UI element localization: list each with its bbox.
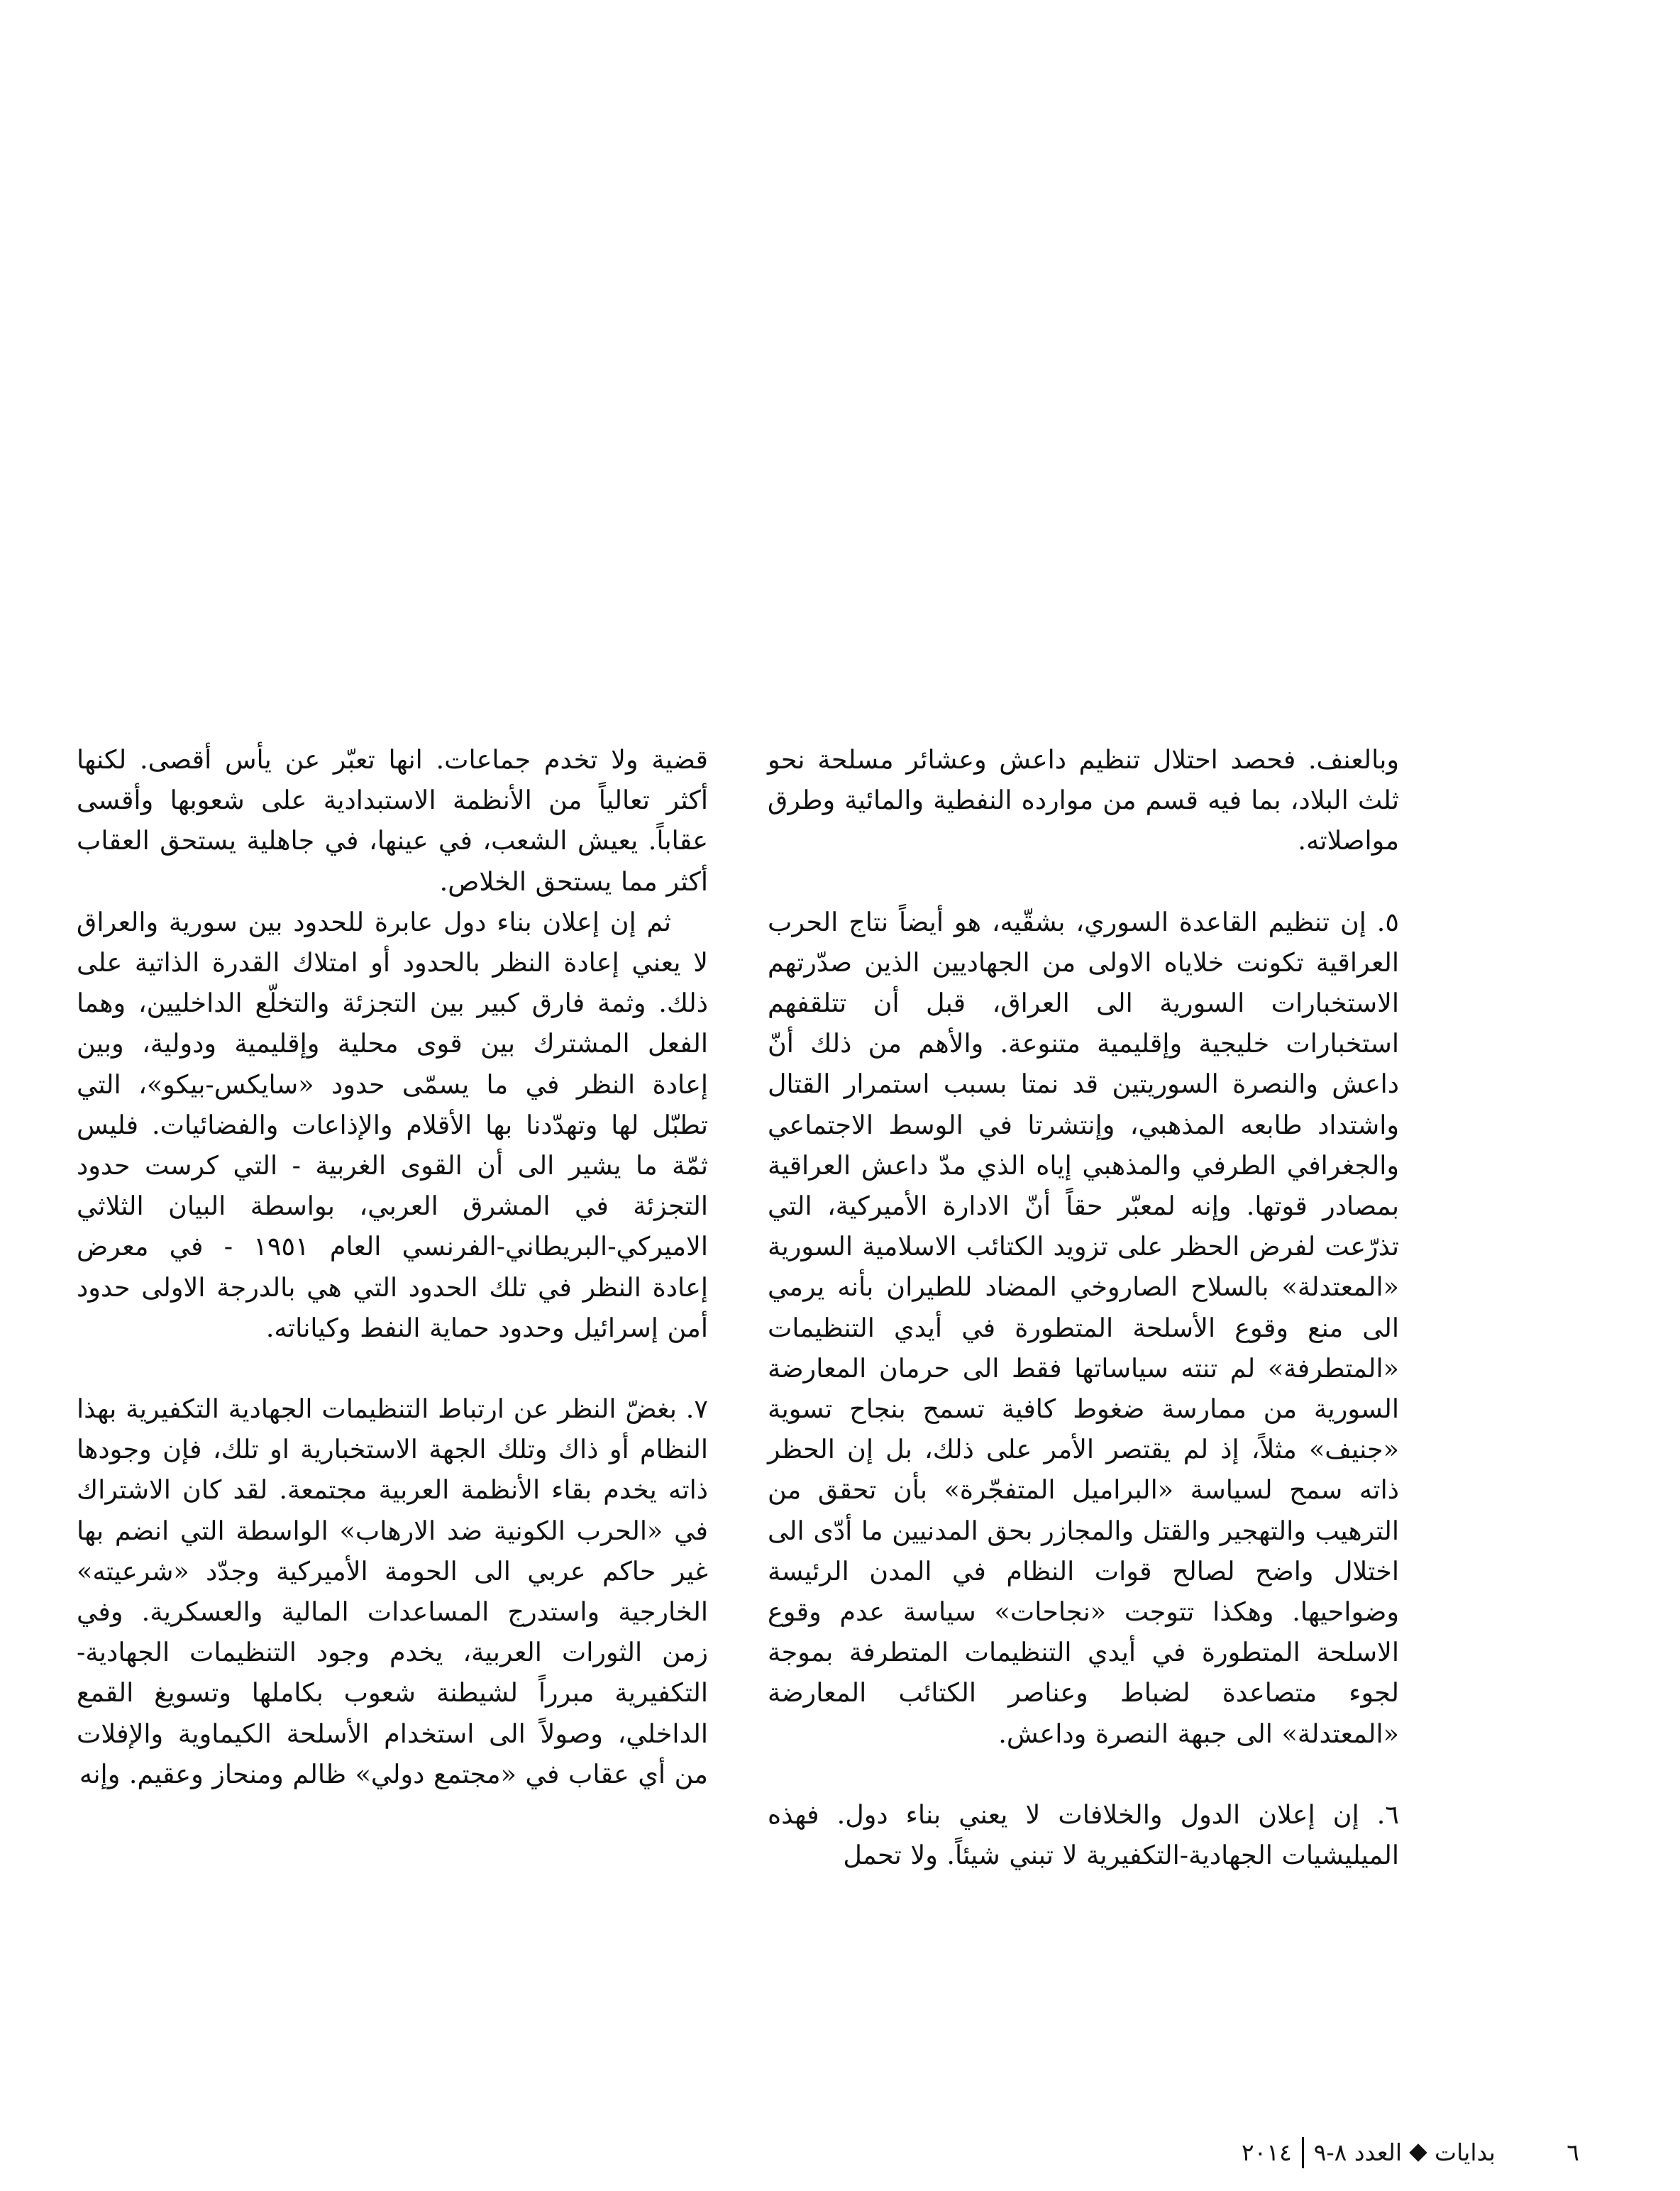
magazine-name: بدايات bbox=[1435, 2138, 1496, 2166]
page-number: ٦ bbox=[1566, 2138, 1579, 2166]
paragraph-borders: ثم إن إعلان بناء دول عابرة للحدود بين سورية والعراق لا يعني إعادة النظر بالحدود أو امتلاك القدرة الذاتية على ذلك. وثمة فارق كبير بين التجزئة والتخلّع الداخليين، وهما الفعل المشترك بين قوى محلية وإقليمية ودولية، وبين إعادة النظر في ما يسمّى حدود «سايكس-بيكو»، التي تطبّل لها وتهدّدنا بها الأقلام والإذاعات والفضائيات. فليس ثمّة ما يشير الى أن القوى الغربية - التي كرست حدود التجزئة في المشرق العربي، بواسطة البيان الثلاثي الاميركي-البريطاني-الفرنسي العام ١٩٥١ - في معرض إعادة النظر في تلك الحدود التي هي بالدرجة الاولى حدود أمن إسرائيل وحدود حماية النفط وكياناته. bbox=[77, 906, 708, 1343]
article-column-left bbox=[77, 739, 708, 1794]
diamond-icon bbox=[1409, 2143, 1427, 2161]
article-column-right bbox=[768, 739, 1399, 1875]
separator-bar bbox=[1302, 2137, 1304, 2168]
paragraph-point-6: ٦. إن إعلان الدول والخلافات لا يعني بناء دول. فهذه الميليشيات الجهادية-التكفيرية لا تبني شيئاً. ولا تحمل bbox=[768, 1799, 1399, 1871]
page-footer bbox=[1242, 2137, 1496, 2168]
paragraph-continuation-left: قضية ولا تخدم جماعات. انها تعبّر عن يأس أقصى. لكنها أكثر تعالياً من الأنظمة الاستبدادية على شعوبها وأقسى عقاباً. يعيش الشعب، في عينها، في جاهلية يستحق العقاب أكثر مما يستحق الخلاص. bbox=[77, 744, 708, 897]
issue-number: العدد ٨-٩ bbox=[1313, 2138, 1403, 2166]
paragraph-point-7: ٧. بغضّ النظر عن ارتباط التنظيمات الجهادية التكفيرية بهذا النظام أو ذاك وتلك الجهة الاستخبارية او تلك، فإن وجودها ذاته يخدم بقاء الأنظمة العربية مجتمعة. لقد كان الاشتراك في «الحرب الكونية ضد الارهاب» الواسطة التي انضم بها غير حاكم عربي الى الحومة الأميركية وجدّد «شرعيته» الخارجية واستدرج المساعدات المالية والعسكرية. وفي زمن الثورات العربية، يخدم وجود التنظيمات الجهادية- التكفيرية مبرراً لشيطنة شعوب بكاملها وتسويغ القمع الداخلي، وصولاً الى استخدام الأسلحة الكيماوية والإفلات من أي عقاب في «مجتمع دولي» ظالم ومنحاز وعقيم. وإنه bbox=[77, 1393, 708, 1789]
issue-year: ٢٠١٤ bbox=[1241, 2138, 1292, 2166]
paragraph-point-5: ٥. إن تنظيم القاعدة السوري، بشقّيه، هو أيضاً نتاج الحرب العراقية تكونت خلاياه الاولى من الجهاديين الذين صدّرتهم الاستخبارات السورية الى العراق، قبل أن تتلقفهم استخبارات خليجية وإقليمية متنوعة. والأهم من ذلك أنّ داعش والنصرة السوريتين قد نمتا بسبب استمرار القتال واشتداد طابعه المذهبي، وإنتشرتا في الوسط الاجتماعي والجغرافي الطرفي والمذهبي إياه الذي مدّ داعش العراقية بمصادر قوتها. وإنه لمعبّر حقاً أنّ الادارة الأميركية، التي تذرّعت لفرض الحظر على تزويد الكتائب الاسلامية السورية «المعتدلة» بالسلاح الصاروخي المضاد للطيران بأنه يرمي الى منع وقوع الأسلحة المتطورة في أيدي التنظيمات «المتطرفة» لم تنته سياساتها فقط الى حرمان المعارضة السورية من ممارسة ضغوط كافية تسمح بنجاح تسوية «جنيف» مثلاً، إذ لم يقتصر الأمر على ذلك، بل إن الحظر ذاته سمح لسياسة «البراميل المتفجّرة» بأن تحقق من الترهيب والتهجير والقتل والمجازر بحق المدنيين ما أدّى الى اختلال واضح لصالح قوات النظام في المدن الرئيسة وضواحيها. وهكذا تتوجت «نجاحات» سياسة عدم وقوع الاسلحة المتطورة في أيدي التنظيمات المتطرفة بموجة لجوء متصاعدة لضباط وعناصر الكتائب المعارضة «المعتدلة» الى جبهة النصرة وداعش. bbox=[768, 906, 1399, 1749]
paragraph-continuation: وبالعنف. فحصد احتلال تنظيم داعش وعشائر مسلحة نحو ثلث البلاد، بما فيه قسم من موارده النفطية والمائية وطرق مواصلاته. bbox=[768, 744, 1399, 856]
